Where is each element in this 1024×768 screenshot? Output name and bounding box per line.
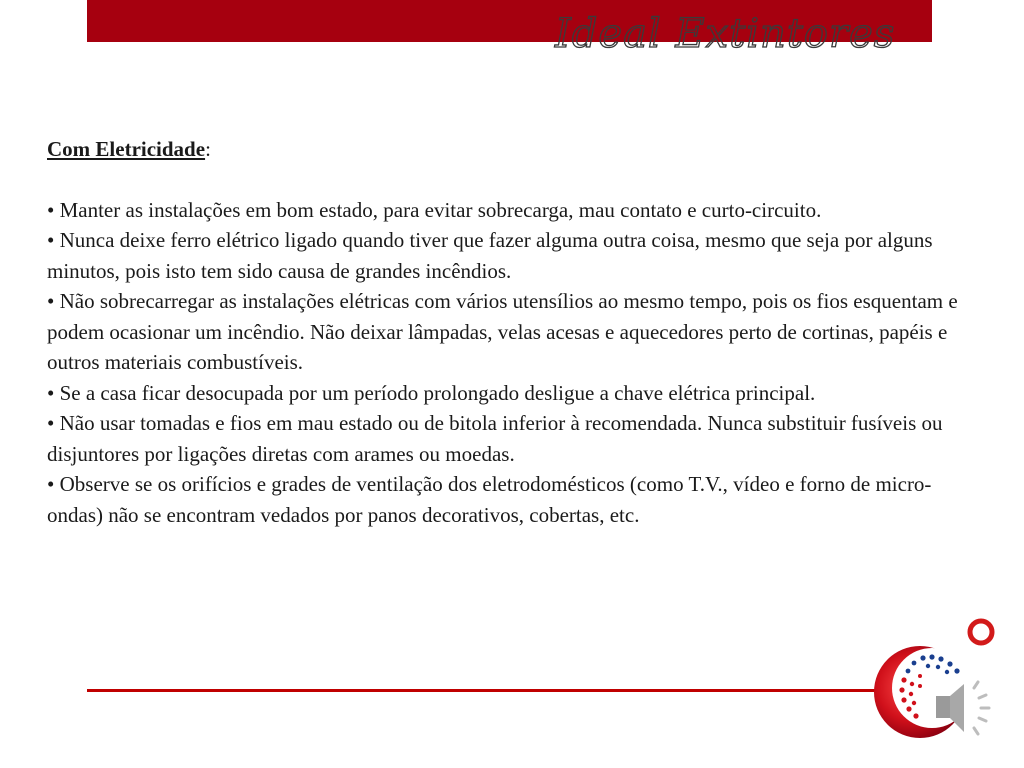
speaker-icon[interactable] (930, 674, 1002, 742)
bullet-item: • Observe se os orifícios e grades de ventilação dos eletrodomésticos (como T.V., vídeo e forno de micro-ondas) não se encontram vedados por panos decorativos, cobertas, etc. (47, 472, 932, 527)
footer-rule (87, 689, 887, 692)
bullet-list (47, 195, 977, 531)
section-heading-text: Com Eletricidade (47, 137, 206, 161)
bullet-item: • Se a casa ficar desocupada por um período prolongado desligue a chave elétrica principal. (47, 380, 816, 405)
bullet-item: • Não usar tomadas e fios em mau estado ou de bitola inferior à recomendada. Nunca substituir fusíveis ou disjuntores por ligações diretas com arames ou moedas. (47, 411, 943, 466)
brand-title: Ideal Extintores (555, 11, 896, 57)
bullet-item: • Nunca deixe ferro elétrico ligado quando tiver que fazer alguma outra coisa, mesmo que seja por alguns minutos, pois isto tem sido causa de grandes incêndios. (47, 228, 933, 283)
slide-content (47, 134, 977, 530)
section-heading-colon: : (205, 137, 211, 161)
bullet-item: • Não sobrecarregar as instalações elétricas com vários utensílios ao mesmo tempo, pois os fios esquentam e podem ocasionar um incêndio. Não deixar lâmpadas, velas acesas e aquecedores perto de cortinas, papéis e outros materiais combustíveis. (47, 289, 958, 374)
section-heading (47, 134, 977, 165)
bullet-item: • Manter as instalações em bom estado, para evitar sobrecarga, mau contato e curto-circuito. (47, 197, 822, 222)
